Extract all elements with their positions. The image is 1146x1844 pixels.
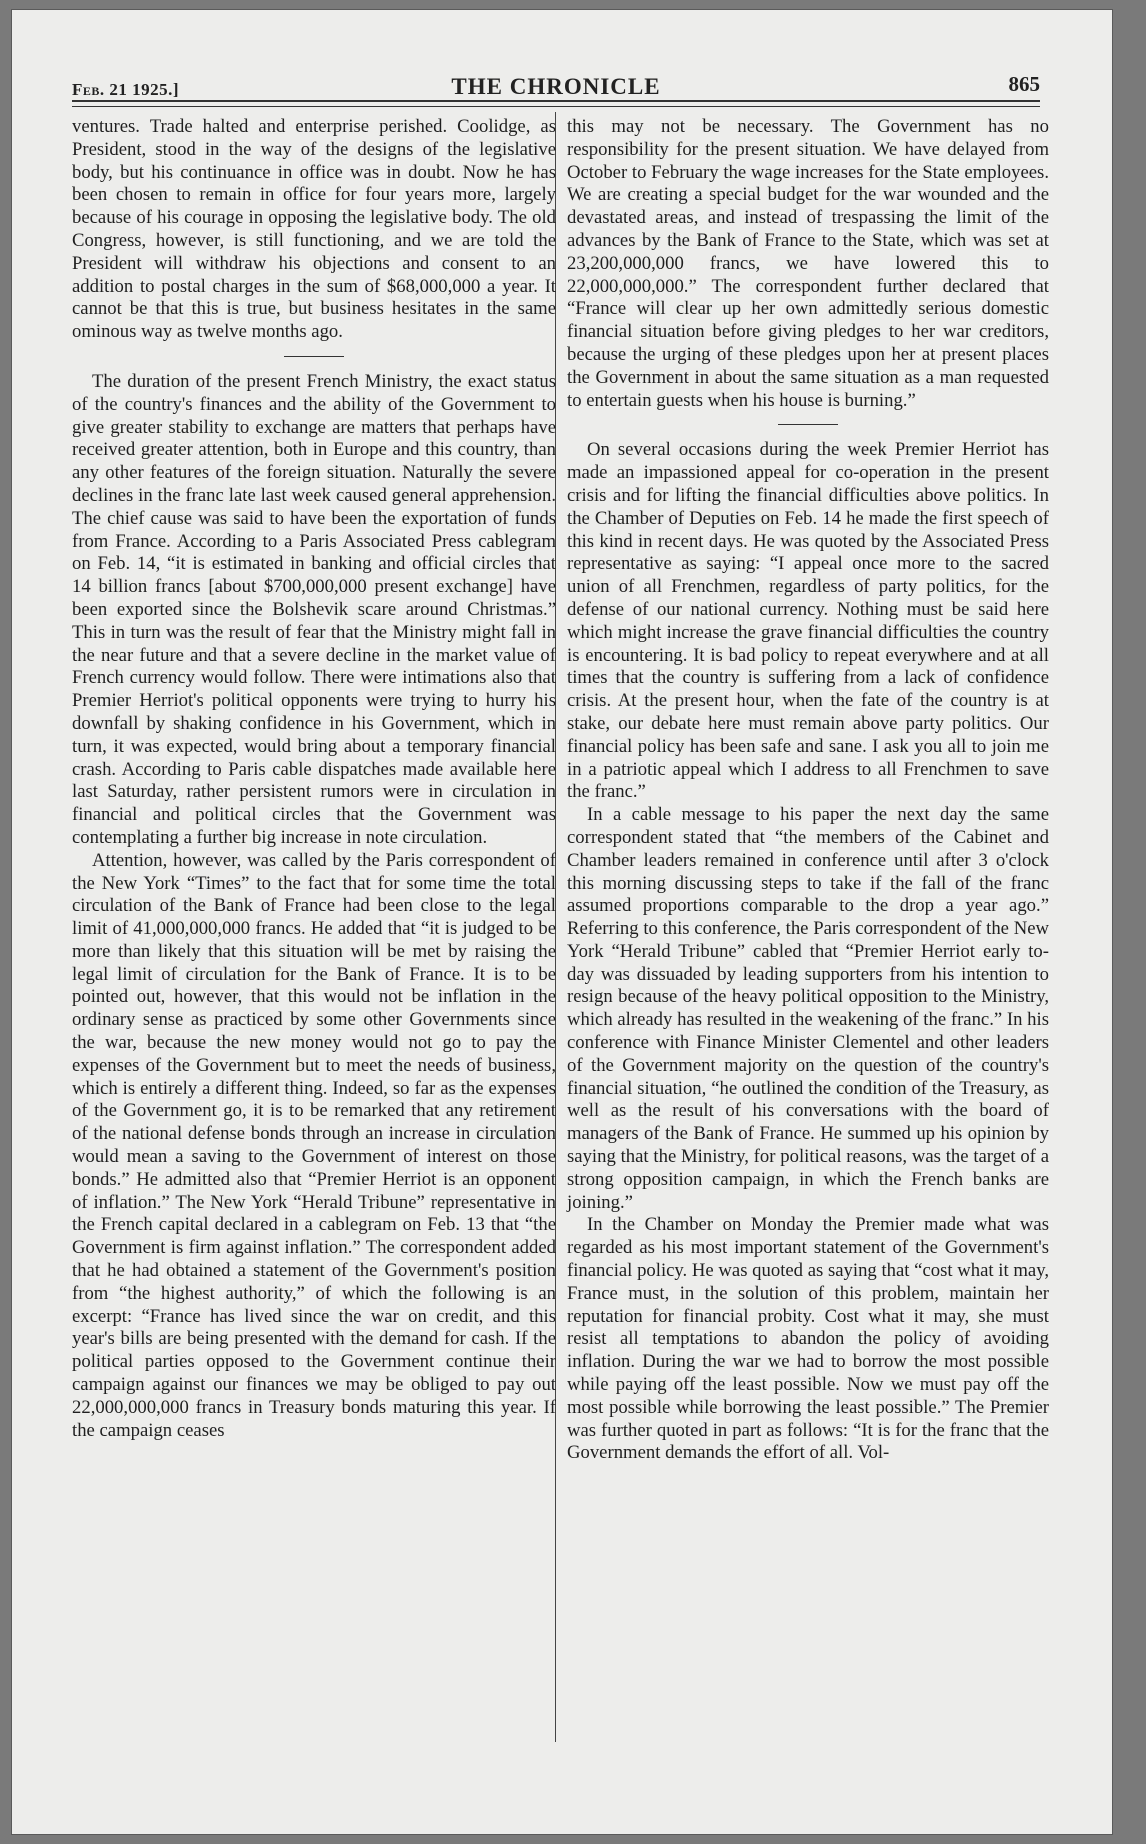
page-number: 865 xyxy=(1008,72,1040,96)
paragraph: In the Chamber on Monday the Premier made what was regarded as his most important statement of the Government's financial policy. He was quoted as saying that “cost what it may, France must, in the solution of this problem, maintain her reputation for financial probity. Cost what it may, she must resist all temptations to abandon the policy of avoiding inflation. During the war we had to borrow the most possible while paying off the least possible. Now we must pay off the most possible while borrowing the least possible.” The Premier was further quoted in part as follows: “It is for the franc that the Government demands the effort of all. Vol- xyxy=(567,1214,1049,1464)
paragraph: In a cable message to his paper the next day the same correspondent stated that “the members of the Cabinet and Chamber leaders remained in conference until after 3 o'clock this morning discussing steps to take if the fall of the franc assumed proportions comparable to the drop a year ago.” Referring to this conference, the Paris correspondent of the New York “Herald Tribune” cabled that “Premier Herriot early to-day was dissuaded by leading supporters from his intention to resign because of the heavy political opposition to the Ministry, which already has resulted in the weakening of the franc.” In his conference with Finance Minister Clementel and other leaders of the Government majority on the question of the country's financial situation, “he outlined the condition of the Treasury, as well as the result of his conversations with the board of managers of the Bank of France. He summed up his opinion by saying that the Ministry, for political reasons, was the target of a strong opposition campaign, in which the French banks are joining.” xyxy=(567,804,1049,1213)
paragraph: this may not be necessary. The Government has no responsibility for the present situation. We have delayed from October to February the wage increases for the State employees. We are creating a special budget for the war wounded and the devastated areas, and instead of trespassing the limit of the advances by the Bank of France to the State, which was set at 23,200,000,000 francs, we have lowered this to 22,000,000,000.” The correspondent further declared that “France will clear up her own admittedly serious domestic financial situation before giving pledges to her war creditors, because the urging of these pledges upon her at present places the Government in about the same situation as a man requested to entertain guests when his house is burning.” xyxy=(567,116,1049,411)
header-rule-thin xyxy=(72,106,1040,107)
paragraph: Attention, however, was called by the Paris correspondent of the New York “Times” to the fact that for some time the total circulation of the Bank of France had been close to the legal limit of 41,000,000,000 francs. He added that “it is judged to be more than likely that this situation will be met by raising the legal limit of circulation for the Bank of France. It is to be pointed out, however, that this would not be inflation in the ordinary sense as practiced by some other Governments since the war, because the new money would not go to pay the expenses of the Government but to meet the needs of business, which is entirely a different thing. Indeed, so far as the expenses of the Government go, it is to be remarked that any retirement of the national defense bonds through an increase in circulation would mean a saving to the Government of interest on those bonds.” He admitted also that “Premier Herriot is an opponent of inflation.” The New York “Herald Tribune” representative in the French capital declared in a cablegram on Feb. 13 that “the Government is firm against inflation.” The correspondent added that he had obtained a statement of the Government's position from “the highest authority,” of which the following is an excerpt: “France has lived since the war on credit, and this year's bills are being presented with the demand for cash. If the political parties opposed to the Government continue their campaign against our finances we may be obliged to pay out 22,000,000,000 francs in Treasury bonds maturing this year. If the campaign ceases xyxy=(72,849,556,1441)
issue-date: Feb. 21 1925.] xyxy=(72,80,180,99)
document-page xyxy=(12,10,1112,1834)
paragraph: On several occasions during the week Premier Herriot has made an impassioned appeal for co-operation in the present crisis and for lifting the financial difficulties above politics. In the Chamber of Deputies on Feb. 14 he made the first speech of this kind in recent days. He was quoted by the Associated Press representative as saying: “I appeal once more to the sacred union of all Frenchmen, regardless of party politics, for the defense of our national currency. Nothing must be said here which might increase the grave financial difficulties the country is encountering. It is bad policy to repeat everywhere and at all times that the country is suffering from a lack of confidence crisis. At the present hour, when the fate of the country is at stake, our debate here must remain above party politics. Our financial policy has been safe and sane. I ask you all to join me in a patriotic appeal which I address to all Frenchmen to save the franc.” xyxy=(567,439,1049,803)
page-header xyxy=(72,70,1040,110)
section-separator xyxy=(284,356,344,357)
paragraph: The duration of the present French Ministry, the exact status of the country's finances and the ability of the Government to give greater stability to exchange are matters that perhaps have received greater attention, both in Europe and this country, than any other features of the foreign situation. Naturally the severe declines in the franc late last week caused general apprehension. The chief cause was said to have been the exportation of funds from France. According to a Paris Associated Press cablegram on Feb. 14, “it is estimated in banking and official circles that 14 billion francs [about $700,000,000 present exchange] have been exported since the Bolshevik scare around Christmas.” This in turn was the result of fear that the Ministry might fall in the near future and that a severe decline in the market value of French currency would follow. There were intimations also that Premier Herriot's political opponents were trying to hurry his downfall by shaking confidence in his Government, which in turn, it was expected, would bring about a temporary financial crash. According to Paris cable dispatches made available here last Saturday, rather persistent rumors were in circulation in financial and political circles that the Government was contemplating a further big increase in note circulation. xyxy=(72,370,556,848)
paragraph: ventures. Trade halted and enterprise perished. Coolidge, as President, stood in the way of the designs of the legislative body, but his continuance in office was in doubt. Now he has been chosen to remain in office for four years more, largely because of his courage in opposing the legislative body. The old Congress, however, is still functioning, and we are told the President will withdraw his objections and consent to an addition to postal charges in the sum of $68,000,000 a year. It cannot be that this is true, but business hesitates in the same ominous way as twelve months ago. xyxy=(72,116,556,343)
left-column xyxy=(72,116,556,1442)
section-separator xyxy=(778,424,838,425)
right-column xyxy=(567,116,1049,1465)
header-rule-thick xyxy=(72,100,1040,102)
publication-title: THE CHRONICLE xyxy=(451,74,661,99)
